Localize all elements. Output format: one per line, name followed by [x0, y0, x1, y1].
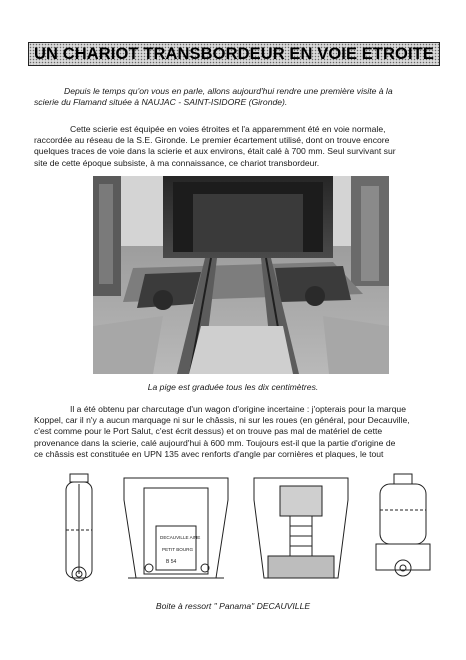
text-line: c'est comme pour le Port Salut, c'est écrit dessus) et on trouve pas mal de matériel de cette [34, 426, 383, 437]
technical-drawings [58, 470, 438, 590]
drawing-side-view [66, 474, 92, 581]
intro-line: Depuis le temps qu'on vous en parle, allons aujourd'hui rendre une première visite à la [64, 86, 393, 96]
plate-line-1: DECAUVILLE AINE [160, 535, 201, 540]
spring-box-drawings [58, 470, 438, 590]
text-line: Cette scierie est équipée en voies étroites et l'a apparemment été en voie normale, [70, 124, 386, 134]
intro-paragraph [34, 86, 438, 108]
text-line: raccordée au réseau de la S.E. Gironde. Le premier écartement utilisé, dont on trouve encore [34, 135, 390, 146]
drawing-front-view [124, 478, 228, 578]
drawing-section-view [254, 478, 348, 578]
photo-caption: La pige est graduée tous les dix centimètres. [147, 382, 319, 392]
plate-line-3: B 54 [166, 559, 177, 565]
drawing-caption: Boite à ressort " Panama" DECAUVILLE [155, 601, 311, 611]
drawing-end-view [376, 474, 430, 576]
chariot-photo [93, 176, 389, 374]
text-line: ce châssis est constituée en UPN 135 avec renforts d'angle par cornières et plaques, le tout [34, 448, 384, 459]
text-line: site de cette époque subsiste, à ma connaissance, ce chariot transbordeur. [34, 157, 320, 168]
paragraph-equipment [34, 124, 438, 169]
paragraph-origin [34, 404, 438, 460]
intro-line: scierie du Flamand située à NAUJAC - SAINT-ISIDORE (Gironde). [34, 97, 288, 107]
text-line: quelques traces de voie dans la scierie et aux environs, était calé à 700 mm. Seul survivant sur [34, 146, 396, 157]
text-line: Il a été obtenu par charcutage d'un wagon d'origine incertaine : j'opterais pour la marque [70, 404, 406, 414]
page-title: UN CHARIOT TRANSBORDEUR EN VOIE ETROITE [34, 44, 434, 63]
chariot-photo-illustration [93, 176, 389, 374]
title-banner [28, 42, 440, 66]
plate-line-2: PETIT BOURG [162, 547, 194, 552]
text-line: Koppel, car il n'y a aucun marquage ni sur le châssis, ni sur les roues (en général, pour Decauville, [34, 415, 410, 426]
text-line: provenance dans la scierie, calé aujourd'hui à 600 mm. Toujours est-il que la partie d'origine de [34, 437, 396, 448]
